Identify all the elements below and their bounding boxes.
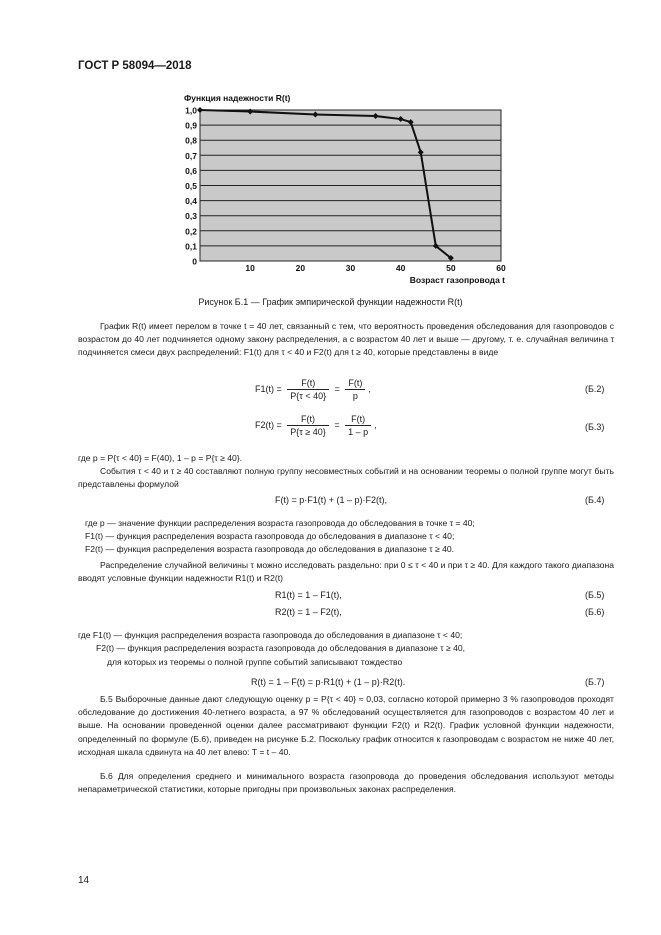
y-tick-label: 0,4 — [185, 196, 197, 207]
definition-f2: F2(t) — функция распределения возраста газопровода до обследования в диапазоне τ ≥ 40. — [85, 544, 455, 554]
y-tick-label: 0,2 — [185, 226, 197, 237]
x-tick-label: 60 — [496, 263, 506, 273]
definition-f1-b: где F1(t) — функция распределения возраста газопровода до обследования в диапазоне τ < 40; — [78, 630, 463, 640]
y-tick-label: 0,8 — [185, 135, 197, 146]
chart-grid — [200, 110, 501, 261]
equation-b6: R2(t) = 1 – F2(t), — [275, 607, 342, 617]
y-tick-label: 0 — [192, 256, 197, 267]
x-axis-title: Возраст газопровода t — [409, 275, 505, 285]
where-p: где p = P{τ < 40} = F(40), 1 – p = P{τ ≥ 40}. — [78, 453, 243, 463]
page-number: 14 — [78, 875, 90, 886]
y-tick-label: 0,3 — [185, 211, 197, 222]
y-tick-label: 0,9 — [185, 120, 197, 131]
definition-f1: F1(t) — функция распределения возраста газопровода до обследования в диапазоне τ < 40; — [85, 531, 455, 541]
reliability-chart — [180, 92, 520, 292]
equation-b4: F(t) = p·F1(t) + (1 – p)·F2(t), — [275, 495, 388, 505]
equation-b5: R1(t) = 1 – F1(t), — [275, 590, 342, 600]
equation-b5-number: (Б.5) — [585, 590, 605, 600]
paragraph-3: Распределение случайной величины τ можно исследовать раздельно: при 0 ≤ τ < 40 и при τ ≥ 40. Для каждого такого диапазона вводят условные функции надежности R1(t) и R2(t) — [78, 560, 614, 584]
paragraph-b6: Б.6 Для определения среднего и минимального возраста газопровода до проведения обследования используют методы непараметрической статистики, которые пригодны при произвольных законах распределения. — [78, 771, 614, 795]
y-axis-title: Функция надежности R(t) — [184, 93, 291, 103]
equation-b4-number: (Б.4) — [585, 495, 605, 505]
y-tick-label: 0,1 — [185, 241, 197, 252]
y-tick-label: 0,5 — [185, 181, 197, 191]
paragraph-2: События τ < 40 и τ ≥ 40 составляют полную группу несовместных событий и на основании теоремы о полной группе могут быть представлены формулой — [78, 466, 614, 490]
definition-p: где p — значение функции распределения возраста газопровода до обследования в точке τ = 40; — [85, 518, 475, 528]
equation-b3: F2(t) = $\frac{F(t)}{P\{\tau \ge 40\}}$ = $\frac{F(t)}{1 - p}$ , — [255, 414, 377, 437]
x-tick-label: 40 — [395, 263, 406, 273]
equation-b6-number: (Б.6) — [585, 607, 605, 617]
paragraph-b5: Б.5 Выборочные данные дают следующую оценку p = P{τ < 40} ≈ 0,03, согласно которой примерно 3 % газопроводов проходят обследование до достижения 40-летнего возраста, а 97 % обследований осуществляется для газопроводов с возрастом 40 лет и выше. На основании проведенной оценки далее рассматривают функции F2(t) и R2(t). График условной функции надежности, определенный по формуле (Б.6), приведен на рисунке Б.2. Поскольку график относится к газопроводам с возрастом не ниже 40 лет, исходная шкала сдвинута на 40 лет влево: T = t – 40. — [78, 694, 614, 757]
equation-b2-number: (Б.2) — [585, 384, 605, 394]
y-tick-label: 0,6 — [185, 165, 197, 176]
y-tick-label: 1,0 — [185, 105, 197, 116]
x-tick-label: 20 — [295, 263, 306, 273]
identity-intro: для которых из теоремы о полной группе событий записывают тождество — [107, 657, 403, 667]
paragraph-1: График R(t) имеет перелом в точке t = 40 лет, связанный с тем, что вероятность проведения обследования для газопроводов с возрастом до 40 лет подчиняется одному закону распределения, а с возрастом 40 лет и выше — другому, т. е. случайная величина τ подчиняется смеси двух распределений: F1(t) для τ < 40 и F2(t) для t ≥ 40, которые представлены в виде — [78, 321, 614, 358]
x-tick-label: 50 — [446, 263, 456, 273]
equation-b3-number: (Б.3) — [585, 422, 605, 432]
standard-header: ГОСТ Р 58094—2018 — [78, 60, 192, 72]
equation-b2: F1(t) = $\frac{F(t)}{P\{\tau < 40\}}$ = $\frac{F(t)}{p}$ , — [255, 378, 371, 401]
x-tick-label: 10 — [245, 263, 255, 273]
x-tick-label: 30 — [345, 263, 356, 273]
figure-caption: Рисунок Б.1 — График эмпирической функции надежности R(t) — [198, 297, 463, 307]
definition-f2-b: F2(t) — функция распределения возраста газопровода до обследования в диапазоне τ ≥ 40, — [96, 643, 466, 653]
y-tick-label: 0,7 — [185, 150, 197, 161]
equation-b7: R(t) = 1 – F(t) = p·R1(t) + (1 – p)·R2(t). — [251, 677, 406, 687]
equation-b7-number: (Б.7) — [585, 677, 605, 687]
